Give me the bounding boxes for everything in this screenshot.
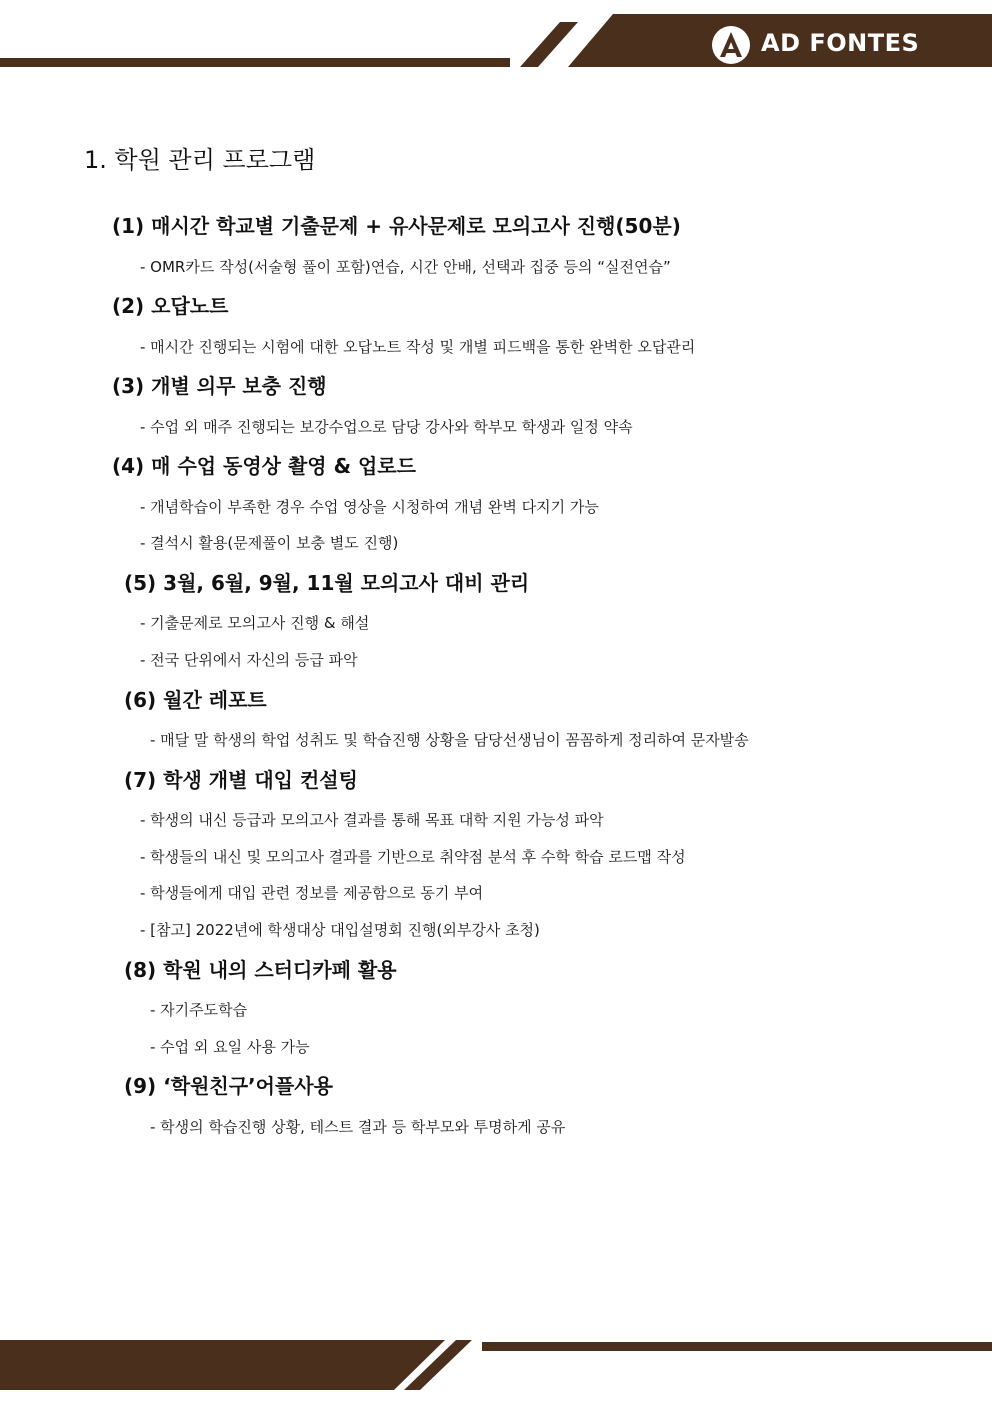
- section-2-item-1: - 매시간 진행되는 시험에 대한 오답노트 작성 및 개별 피드백을 통한 완벽한 오답관리: [140, 338, 696, 356]
- section-4-item-1: - 개념학습이 부족한 경우 수업 영상을 시청하여 개념 완벽 다지기 가능: [140, 498, 599, 516]
- section-7-item-4: - [참고] 2022년에 학생대상 대입설명회 진행(외부강사 초청): [140, 921, 540, 939]
- page-title: 1. 학원 관리 프로그램: [84, 146, 316, 174]
- section-heading-2: (2) 오답노트: [112, 294, 229, 318]
- section-4-item-2: - 결석시 활용(문제풀이 보충 별도 진행): [140, 534, 399, 552]
- brand-name: AD FONTES: [761, 29, 920, 57]
- section-5-item-2: - 전국 단위에서 자신의 등급 파악: [140, 651, 358, 669]
- section-5-item-1: - 기출문제로 모의고사 진행 & 해설: [140, 614, 370, 632]
- section-heading-1: (1) 매시간 학교별 기출문제 + 유사문제로 모의고사 진행(50분): [112, 214, 681, 238]
- section-heading-3: (3) 개별 의무 보충 진행: [112, 374, 327, 398]
- section-7-item-2: - 학생들의 내신 및 모의고사 결과를 기반으로 취약점 분석 후 수학 학습 로드맵 작성: [140, 848, 686, 866]
- section-heading-4: (4) 매 수업 동영상 촬영 & 업로드: [112, 454, 416, 478]
- section-1-item-1: - OMR카드 작성(서술형 풀이 포함)연습, 시간 안배, 선택과 집중 등의 “실전연습”: [140, 258, 671, 276]
- footer-band: [0, 1330, 992, 1403]
- section-8-item-1: - 자기주도학습: [150, 1001, 248, 1019]
- section-8-item-2: - 수업 외 요일 사용 가능: [150, 1038, 310, 1056]
- section-heading-7: (7) 학생 개별 대입 컨설팅: [124, 768, 358, 792]
- brand-logo: [710, 24, 920, 66]
- section-7-item-3: - 학생들에게 대입 관련 정보를 제공함으로 동기 부여: [140, 884, 484, 902]
- section-heading-6: (6) 월간 레포트: [124, 688, 267, 712]
- section-heading-5: (5) 3월, 6월, 9월, 11월 모의고사 대비 관리: [124, 571, 530, 595]
- ad-fontes-logo-icon: [710, 24, 752, 66]
- section-7-item-1: - 학생의 내신 등급과 모의고사 결과를 통해 목표 대학 지원 가능성 파악: [140, 811, 604, 829]
- section-heading-8: (8) 학원 내의 스터디카페 활용: [124, 958, 397, 982]
- section-6-item-1: - 매달 말 학생의 학업 성취도 및 학습진행 상황을 담당선생님이 꼼꼼하게 정리하여 문자발송: [150, 731, 749, 749]
- section-9-item-1: - 학생의 학습진행 상황, 테스트 결과 등 학부모와 투명하게 공유: [150, 1118, 566, 1136]
- section-heading-9: (9) ‘학원친구’어플사용: [124, 1074, 333, 1098]
- section-3-item-1: - 수업 외 매주 진행되는 보강수업으로 담당 강사와 학부모 학생과 일정 약속: [140, 418, 633, 436]
